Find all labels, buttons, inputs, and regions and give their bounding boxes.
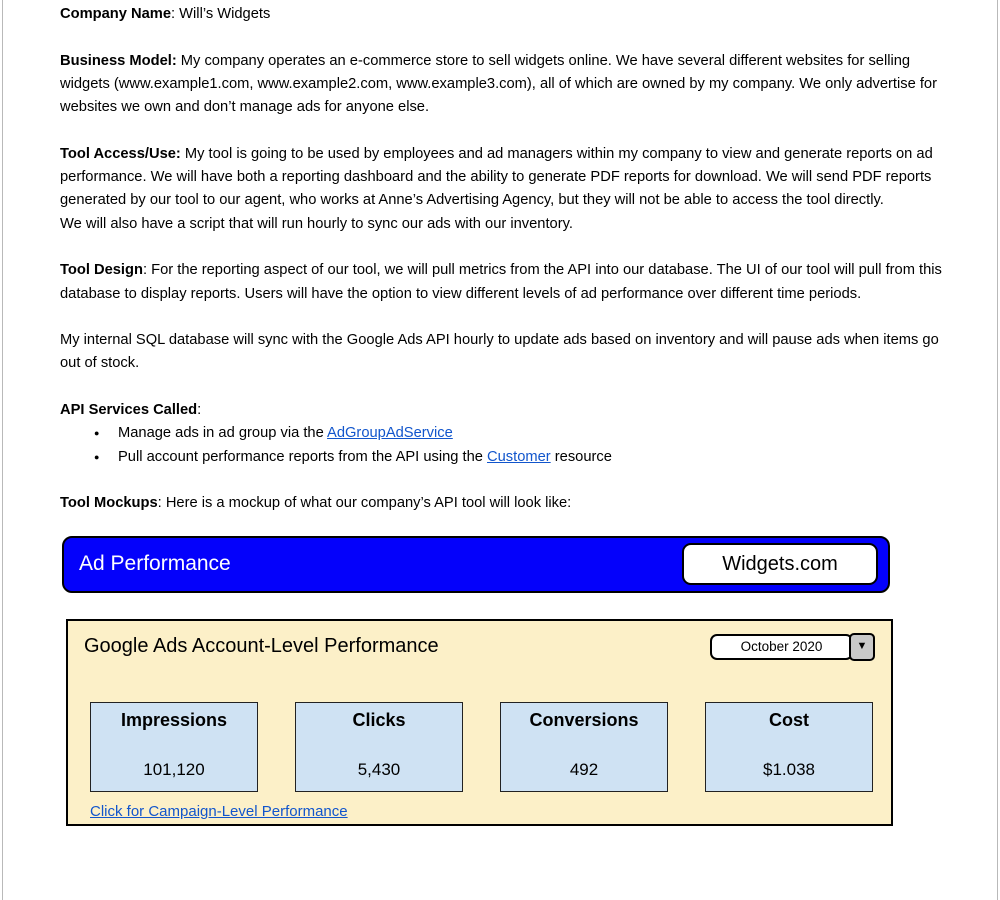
adgroupadservice-link[interactable]: AdGroupAdService [327, 425, 453, 442]
api-services-list [60, 422, 942, 469]
metric-label: Cost [769, 709, 809, 730]
campaign-level-link[interactable]: Click for Campaign-Level Performance [90, 802, 348, 820]
tool-design-text: : For the reporting aspect of our tool, we will pull metrics from the API into our database. The UI of our tool will pull from this database to display reports. Users will have the option to view different levels of ad performance over different time periods. [60, 262, 942, 302]
bullet-customer-resource [60, 446, 942, 469]
metric-label: Impressions [120, 709, 228, 730]
business-model-label: Business Model: [60, 52, 177, 69]
metric-value: 101,120 [143, 759, 205, 779]
month-dropdown[interactable] [710, 633, 875, 661]
company-name-label: Company Name [60, 6, 172, 22]
customer-link[interactable]: Customer [487, 448, 551, 465]
tool-access-paragraph [60, 143, 942, 236]
panel-title: Google Ads Account-Level Performance [84, 635, 439, 658]
bullet-adgroupadservice-text [118, 422, 453, 445]
tool-design-paragraph [60, 259, 942, 306]
tool-mockups-text: : Here is a mockup of what our company’s API tool will look like: [157, 495, 572, 512]
dropdown-arrow-button[interactable] [849, 633, 875, 661]
tool-mockups-paragraph [60, 492, 942, 515]
business-model-text: My company operates an e-commerce store to sell widgets online. We have several different websites for selling widgets (www.example1.com, www.example2.com, www.example3.com), all of which are owned by my company. We only advertise for websites we own and don’t manage ads for anyone else. [60, 52, 937, 116]
bullet2-post: resource [550, 448, 612, 465]
bullet-icon: ● [94, 428, 100, 439]
tool-mockups-label: Tool Mockups [60, 495, 158, 512]
page-edge-right [997, 0, 998, 900]
widgets-com-button[interactable]: Widgets.com [682, 543, 878, 585]
company-name-paragraph [60, 3, 942, 26]
account-performance-panel [66, 619, 893, 826]
tool-design-label: Tool Design [60, 262, 143, 279]
tool-access-line1 [60, 146, 933, 209]
bullet-customer-text [118, 446, 612, 469]
mockup-title: Ad Performance [79, 552, 231, 576]
metric-label: Clicks [352, 709, 406, 730]
api-services-colon: : [197, 402, 202, 419]
metric-card-impressions [90, 702, 258, 792]
metric-label: Conversions [529, 709, 639, 730]
bullet-icon: ● [94, 451, 100, 462]
sql-sync-paragraph [60, 329, 942, 376]
bullet2-pre: Pull account performance reports from the API using the [118, 448, 488, 465]
metric-value: 5,430 [357, 759, 401, 779]
business-model-paragraph [60, 50, 942, 120]
bullet-adgroupadservice [60, 422, 942, 445]
chevron-down-icon: ▼ [856, 640, 868, 653]
document-content [60, 3, 942, 826]
metric-card-clicks [295, 702, 463, 792]
page-edge-left [2, 0, 3, 900]
metric-card-conversions [500, 702, 668, 792]
bullet1-pre: Manage ads in ad group via the [118, 425, 328, 442]
tool-access-line2: We will also have a script that will run hourly to sync our ads with our inventory. [60, 215, 573, 232]
tool-access-text: My tool is going to be used by employees and ad managers within my company to view and generate reports on ad performance. We will have both a reporting dashboard and the ability to generate PDF reports for download. We will send PDF reports generated by our tool to our agent, who works at Anne’s Advertising Agency, but they will not be able to access the tool directly. [60, 145, 933, 209]
company-name-value: : Will’s Widgets [171, 6, 271, 22]
api-services-heading [60, 399, 942, 422]
mockup-header-bar [62, 536, 890, 593]
metric-value: 492 [569, 759, 599, 779]
tool-access-label: Tool Access/Use: [60, 145, 181, 162]
month-dropdown-value[interactable]: October 2020 [710, 634, 853, 660]
api-services-label: API Services Called [60, 402, 198, 419]
metric-cards-row [68, 702, 891, 792]
panel-header-row [68, 621, 891, 661]
metric-value: $1.038 [763, 759, 815, 779]
metric-card-cost [705, 702, 873, 792]
sql-sync-text: My internal SQL database will sync with the Google Ads API hourly to update ads based on inventory and will pause ads when items go out of stock. [60, 332, 939, 372]
